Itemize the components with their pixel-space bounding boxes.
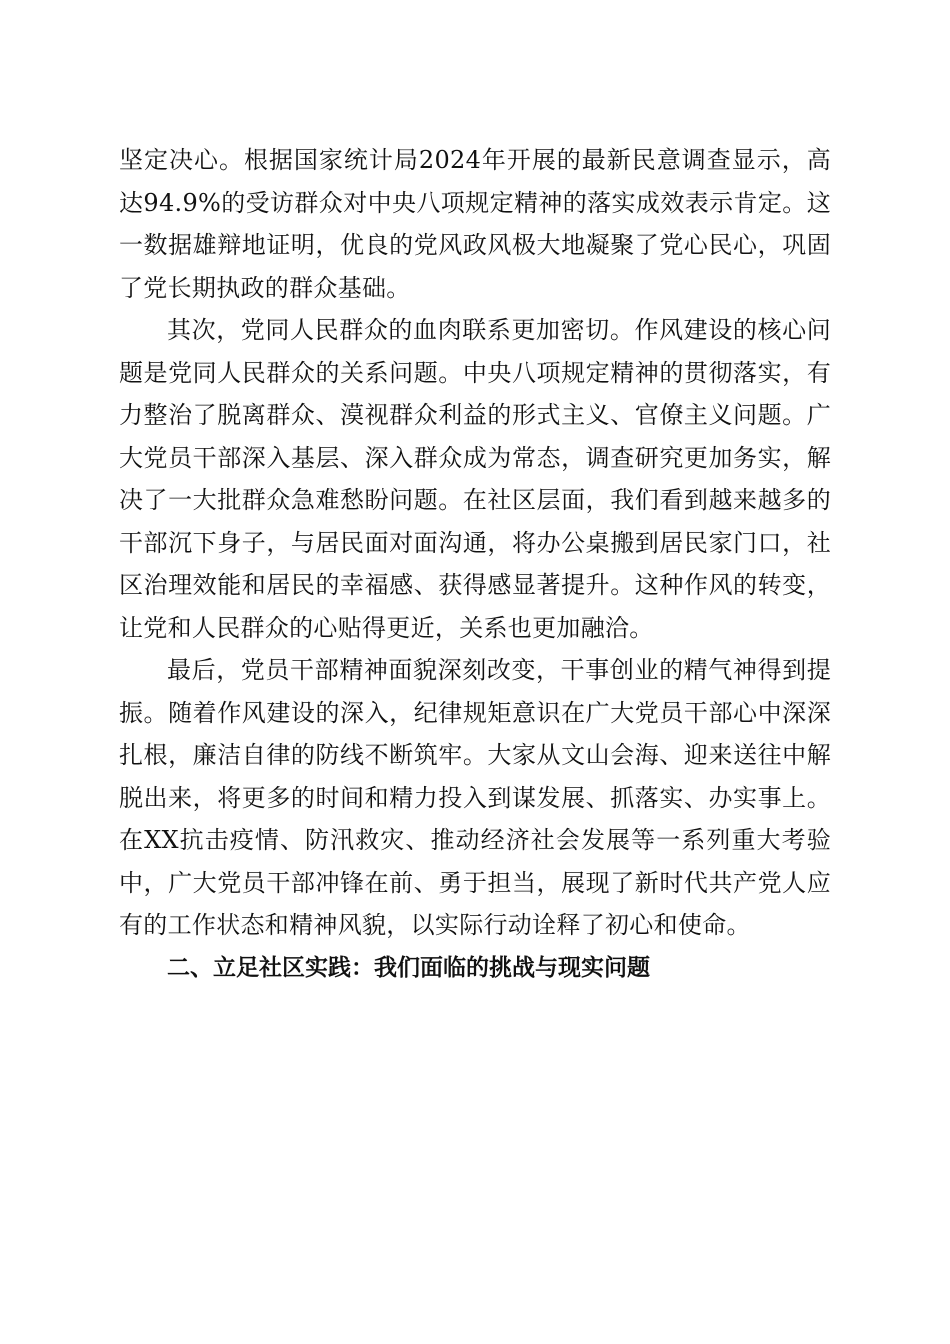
paragraph-secondly: 其次，党同人民群众的血肉联系更加密切。作风建设的核心问题是党同人民群众的关系问题。中央八项规定精神的贯彻落实，有力整治了脱离群众、漠视群众利益的形式主义、官僚主义问题。广大党员干部深入基层、深入群众成为常态，调查研究更加务实，解决了一大批群众急难愁盼问题。在社区层面，我们看到越来越多的干部沉下身子，与居民面对面沟通，将办公桌搬到居民家门口，社区治理效能和居民的幸福感、获得感显著提升。这种作风的转变，让党和人民群众的心贴得更近，关系也更加融洽。 (119, 316, 831, 642)
paragraph-finally: 最后，党员干部精神面貌深刻改变，干事创业的精气神得到提振。随着作风建设的深入，纪律规矩意识在广大党员干部心中深深扎根，廉洁自律的防线不断筑牢。大家从文山会海、迎来送往中解脱出来，将更多的时间和精力投入到谋发展、抓落实、办实事上。在XX抗击疫情、防汛救灾、推动经济社会发展等一系列重大考验中，广大党员干部冲锋在前、勇于担当，展现了新时代共产党人应有的工作状态和精神风貌，以实际行动诠释了初心和使命。 (119, 656, 831, 939)
document-body (119, 139, 831, 989)
section-heading: 二、立足社区实践：我们面临的挑战与现实问题 (167, 954, 650, 981)
paragraph-continuation: 坚定决心。根据国家统计局2024年开展的最新民意调查显示，高达94.9%的受访群众对中央八项规定精神的落实成效表示肯定。这一数据雄辩地证明，优良的党风政风极大地凝聚了党心民心，巩固了党长期执政的群众基础。 (119, 146, 831, 302)
